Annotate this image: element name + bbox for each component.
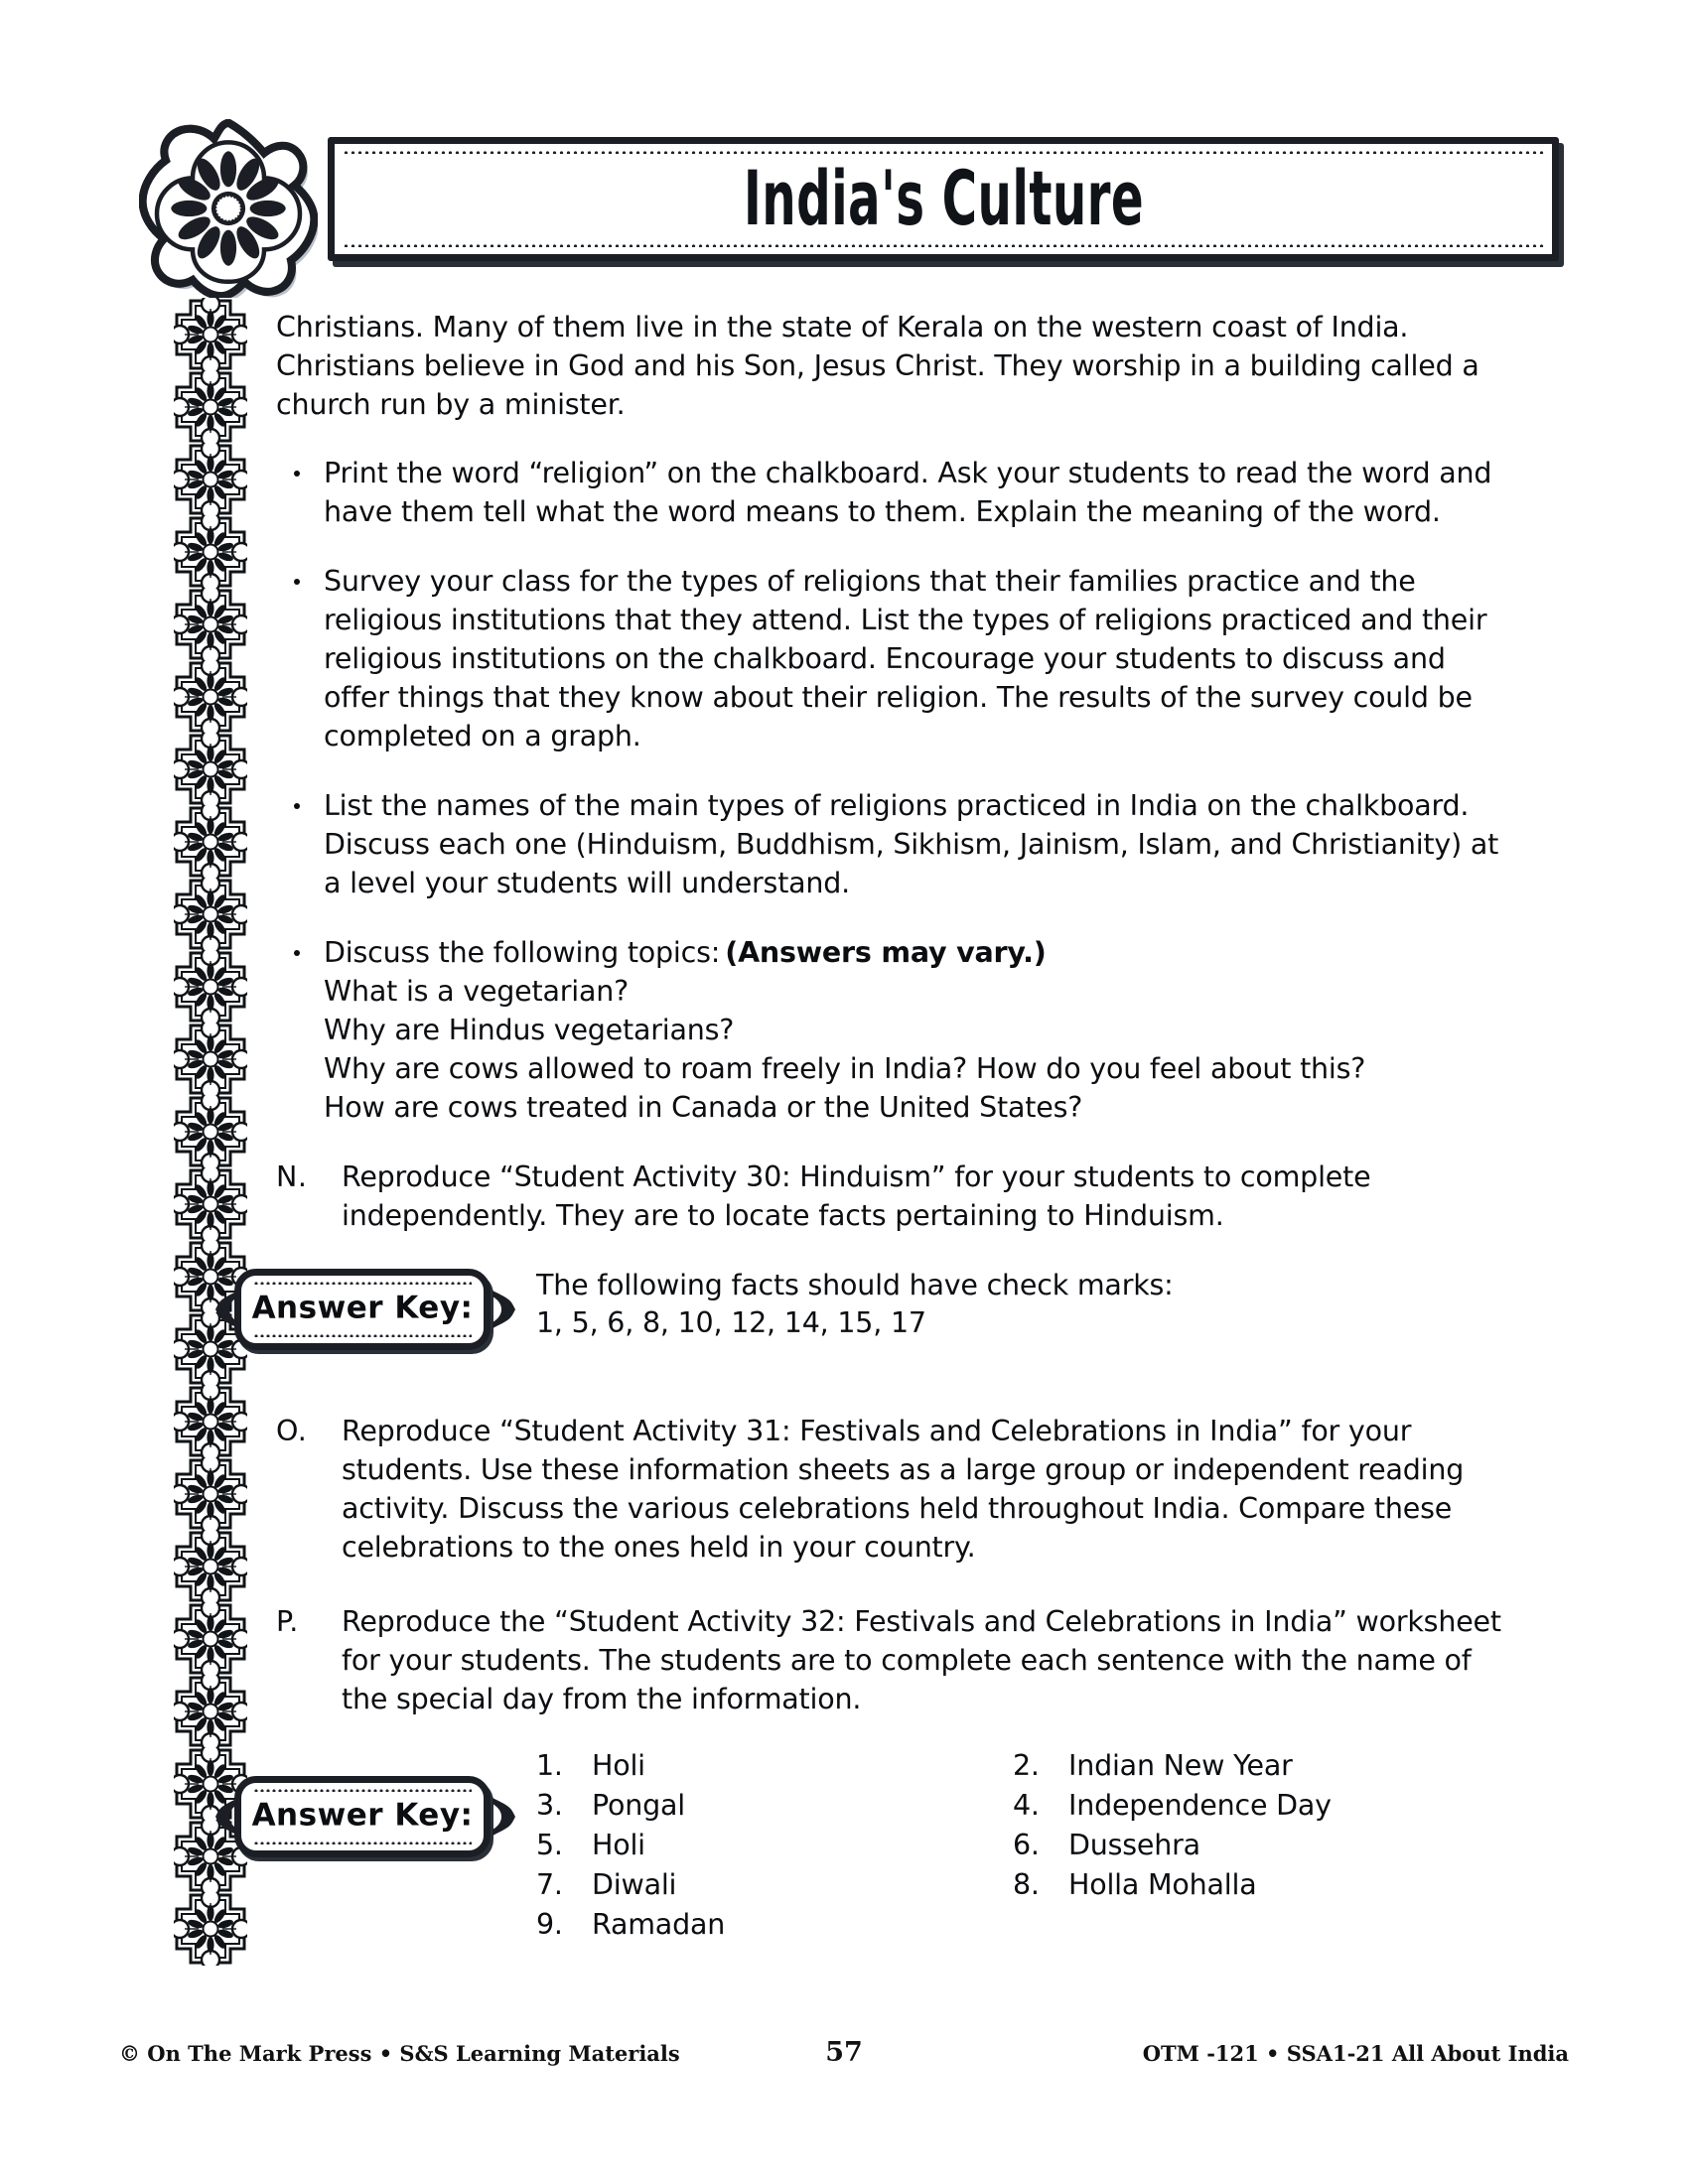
answer-name: Independence Day xyxy=(1068,1789,1332,1822)
table-row xyxy=(536,1826,1489,1865)
answer-key-line: The following facts should have check marks: xyxy=(536,1269,1174,1301)
answer-name: Holi xyxy=(592,1829,645,1861)
table-row xyxy=(536,1786,1489,1826)
answer-number: 5. xyxy=(536,1829,563,1861)
answer-entry xyxy=(536,1786,1013,1826)
bullet-text: Survey your class for the types of religions that their families practice and the religious institutions that they attend. List the types of religions practiced and their religious institutions on the chalkboard. Encourage your students to discuss and offer things that they know about their religion. The results of the survey could be completed on a graph. xyxy=(324,565,1487,752)
answer-entry-empty xyxy=(1013,1905,1489,1945)
answer-name: Ramadan xyxy=(592,1908,726,1941)
activity-item-p xyxy=(276,1602,1507,1718)
footer-page-number: 57 xyxy=(825,2037,863,2068)
discuss-question: What is a vegetarian? xyxy=(324,975,630,1008)
bullet-text: Print the word “religion” on the chalkboard. Ask your students to read the word and have them tell what the word means to them. Explain the meaning of the word. xyxy=(324,457,1492,528)
item-letter: O. xyxy=(276,1415,308,1447)
bullet-dot-icon xyxy=(294,471,300,477)
sidebar-rosette-icon xyxy=(174,298,247,371)
sidebar-rosette-icon xyxy=(174,515,247,589)
answer-number: 1. xyxy=(536,1749,563,1782)
answer-key-line: 1, 5, 6, 8, 10, 12, 14, 15, 17 xyxy=(536,1306,926,1339)
answer-number: 6. xyxy=(1013,1829,1040,1861)
item-letter: P. xyxy=(276,1605,299,1638)
sidebar-rosette-icon xyxy=(174,443,247,516)
answer-number: 3. xyxy=(536,1789,563,1822)
table-row xyxy=(536,1905,1489,1945)
mandala-medallion-icon xyxy=(139,119,318,298)
page-title xyxy=(335,153,1552,242)
answer-name: Holla Mohalla xyxy=(1068,1868,1257,1901)
answer-entry xyxy=(1013,1786,1489,1826)
badge-frame xyxy=(234,1776,491,1857)
intro-paragraph: Christians. Many of them live in the state of Kerala on the western coast of India. Christians believe in God and his Son, Jesus Christ. They worship in a building called a church run by a minister. xyxy=(276,311,1479,421)
sidebar-rosette-icon xyxy=(174,588,247,661)
answer-name: Pongal xyxy=(592,1789,685,1822)
sidebar-rosette-icon xyxy=(174,1675,247,1748)
sidebar-rosette-icon xyxy=(174,950,247,1024)
answer-key-festival-grid xyxy=(536,1746,1489,1945)
answer-name: Holi xyxy=(592,1749,645,1782)
sidebar-rosette-icon xyxy=(174,370,247,444)
answer-key-text-1 xyxy=(536,1267,1509,1342)
page-header xyxy=(139,119,1559,278)
badge-notch-right-icon xyxy=(491,1291,516,1328)
item-letter: N. xyxy=(276,1160,308,1193)
item-text: Reproduce “Student Activity 30: Hinduism” for your students to complete independently. They are to locate facts pertaining to Hinduism. xyxy=(342,1160,1371,1232)
answer-name: Dussehra xyxy=(1068,1829,1200,1861)
answer-number: 8. xyxy=(1013,1868,1040,1901)
answer-key-label: Answer Key: xyxy=(251,1797,474,1834)
sidebar-rosette-icon xyxy=(174,878,247,951)
answer-entry xyxy=(536,1826,1013,1865)
list-item-discuss xyxy=(276,933,1507,1127)
badge-frame xyxy=(234,1269,491,1350)
instruction-bullet-list xyxy=(276,454,1507,1127)
answer-key-badge xyxy=(216,1265,514,1356)
answer-key-block-1 xyxy=(251,1265,1507,1360)
answer-name: Indian New Year xyxy=(1068,1749,1293,1782)
answer-number: 7. xyxy=(536,1868,563,1901)
sidebar-rosette-icon xyxy=(174,1385,247,1458)
answer-key-block-2 xyxy=(251,1748,1507,1947)
list-item xyxy=(276,786,1507,902)
activity-item-n xyxy=(276,1158,1507,1235)
answer-number: 4. xyxy=(1013,1789,1040,1822)
list-item xyxy=(276,454,1507,531)
table-row xyxy=(536,1746,1489,1786)
answer-key-label: Answer Key: xyxy=(251,1290,474,1326)
sidebar-rosette-icon xyxy=(174,1095,247,1168)
discuss-question: Why are Hindus vegetarians? xyxy=(324,1014,735,1046)
bullet-text: List the names of the main types of religions practiced in India on the chalkboard. Discuss each one (Hinduism, Buddhism, Sikhism, Jainism, Islam, and Christianity) at a level your students will understand. xyxy=(324,789,1499,899)
sidebar-rosette-icon xyxy=(174,1892,247,1966)
answer-name: Diwali xyxy=(592,1868,677,1901)
worksheet-content xyxy=(251,308,1507,1973)
page-footer xyxy=(119,2037,1569,2081)
item-text: Reproduce the “Student Activity 32: Festivals and Celebrations in India” worksheet for your students. The students are to complete each sentence with the name of the special day from the information. xyxy=(342,1605,1501,1715)
footer-copyright: © On The Mark Press • S&S Learning Materials xyxy=(119,2041,680,2066)
bullet-dot-icon xyxy=(294,950,300,956)
discuss-question: How are cows treated in Canada or the United States? xyxy=(324,1091,1083,1124)
sidebar-ornament-strip xyxy=(174,298,253,1985)
answer-entry xyxy=(1013,1826,1489,1865)
answers-may-vary-note: (Answers may vary.) xyxy=(725,936,1047,969)
answer-entry xyxy=(1013,1865,1489,1905)
badge-notch-right-icon xyxy=(491,1798,516,1836)
bullet-dot-icon xyxy=(294,803,300,809)
sidebar-rosette-icon xyxy=(174,1023,247,1096)
discuss-question: Why are cows allowed to roam freely in India? How do you feel about this? xyxy=(324,1052,1366,1085)
discuss-lead: Discuss the following topics: xyxy=(324,936,721,969)
answer-key-badge xyxy=(216,1772,514,1863)
answer-number: 2. xyxy=(1013,1749,1040,1782)
sidebar-rosette-icon xyxy=(174,805,247,879)
answer-number: 9. xyxy=(536,1908,563,1941)
answer-entry xyxy=(536,1746,1013,1786)
list-item xyxy=(276,562,1507,755)
page-title-bar xyxy=(328,137,1559,261)
sidebar-rosette-icon xyxy=(174,1457,247,1531)
footer-product-code: OTM -121 • SSA1-21 All About India xyxy=(1142,2041,1569,2066)
table-row xyxy=(536,1865,1489,1905)
activity-item-o xyxy=(276,1412,1507,1567)
answer-entry xyxy=(536,1865,1013,1905)
page-title-text: India's Culture xyxy=(743,153,1144,242)
answer-entry xyxy=(536,1905,1013,1945)
sidebar-rosette-icon xyxy=(174,1602,247,1676)
sidebar-rosette-icon xyxy=(174,1530,247,1603)
answer-entry xyxy=(1013,1746,1489,1786)
sidebar-rosette-icon xyxy=(174,733,247,806)
bullet-dot-icon xyxy=(294,579,300,585)
sidebar-rosette-icon xyxy=(174,1167,247,1241)
item-text: Reproduce “Student Activity 31: Festivals and Celebrations in India” for your students. Use these information sheets as a large group or independent reading activity. Discuss the various celebrations held throughout India. Compare these celebrations to the ones held in your country. xyxy=(342,1415,1465,1564)
sidebar-rosette-icon xyxy=(174,660,247,734)
